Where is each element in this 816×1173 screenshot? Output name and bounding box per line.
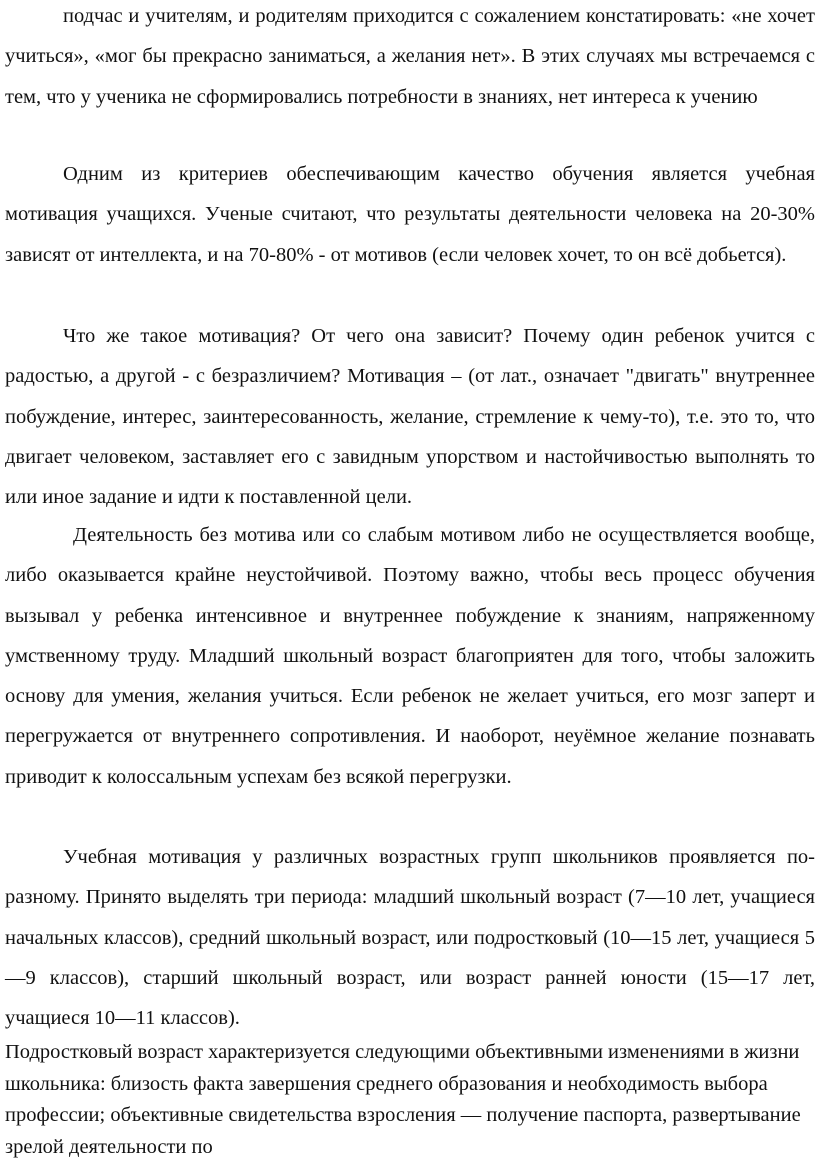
paragraph-2: Одним из критериев обеспечивающим качество обучения является учебная мотивация учащихся. Ученые считают, что результаты деятельности человека на 20-30% зависят от интеллекта, и на 70-80% - от мотивов (если человек хочет, то он всё добьется). xyxy=(5,163,815,266)
paragraph-5: Учебная мотивация у различных возрастных групп школьников проявляется по-разному. Принято выделять три периода: младший школьный возраст (7—10 лет, учащиеся начальных классов), средний школьный возраст, или подростковый (10—15 лет, учащиеся 5—9 классов), старший школьный возраст, или возраст ранней юности (15—17 лет, учащиеся 10—11 классов). xyxy=(5,846,815,1030)
paragraph-1: подчас и учителям, и родителям приходится с сожалением констатировать: «не хочет учиться», «мог бы прекрасно заниматься, а желания нет». В этих случаях мы встречаемся с тем, что у ученика не сформировались потребности в знаниях, нет интереса к учению xyxy=(5,5,815,108)
paragraph-3: Что же такое мотивация? От чего она зависит? Почему один ребенок учится с радостью, а другой - с безразличием? Мотивация – (от лат., означает "двигать" внутреннее побуждение, интерес, заинтересованность, желание, стремление к чему-то), т.е. это то, что двигает человеком, заставляет его с завидным упорством и настойчивостью выполнять то или иное задание и идти к поставленной цели. xyxy=(5,325,815,509)
paragraph-6: Подростковый возраст характеризуется следующими объективными изменениями в жизни школьника: близость факта завершения среднего образования и необходимость выбора профессии; объективные свидетельства взросления — получение паспорта, развертывание зрелой деятельности по xyxy=(5,1041,801,1158)
paragraph-4: Деятельность без мотива или со слабым мотивом либо не осуществляется вообще, либо оказывается крайне неустойчивой. Поэтому важно, чтобы весь процесс обучения вызывал у ребенка интенсивное и внутреннее побуждение к знаниям, напряженному умственному труду. Младший школьный возраст благоприятен для того, чтобы заложить основу для умения, желания учиться. Если ребенок не желает учиться, его мозг заперт и перегружается от внутреннего сопротивления. И наоборот, неуёмное желание познавать приводит к колоссальным успехам без всякой перегрузки. xyxy=(5,524,815,788)
